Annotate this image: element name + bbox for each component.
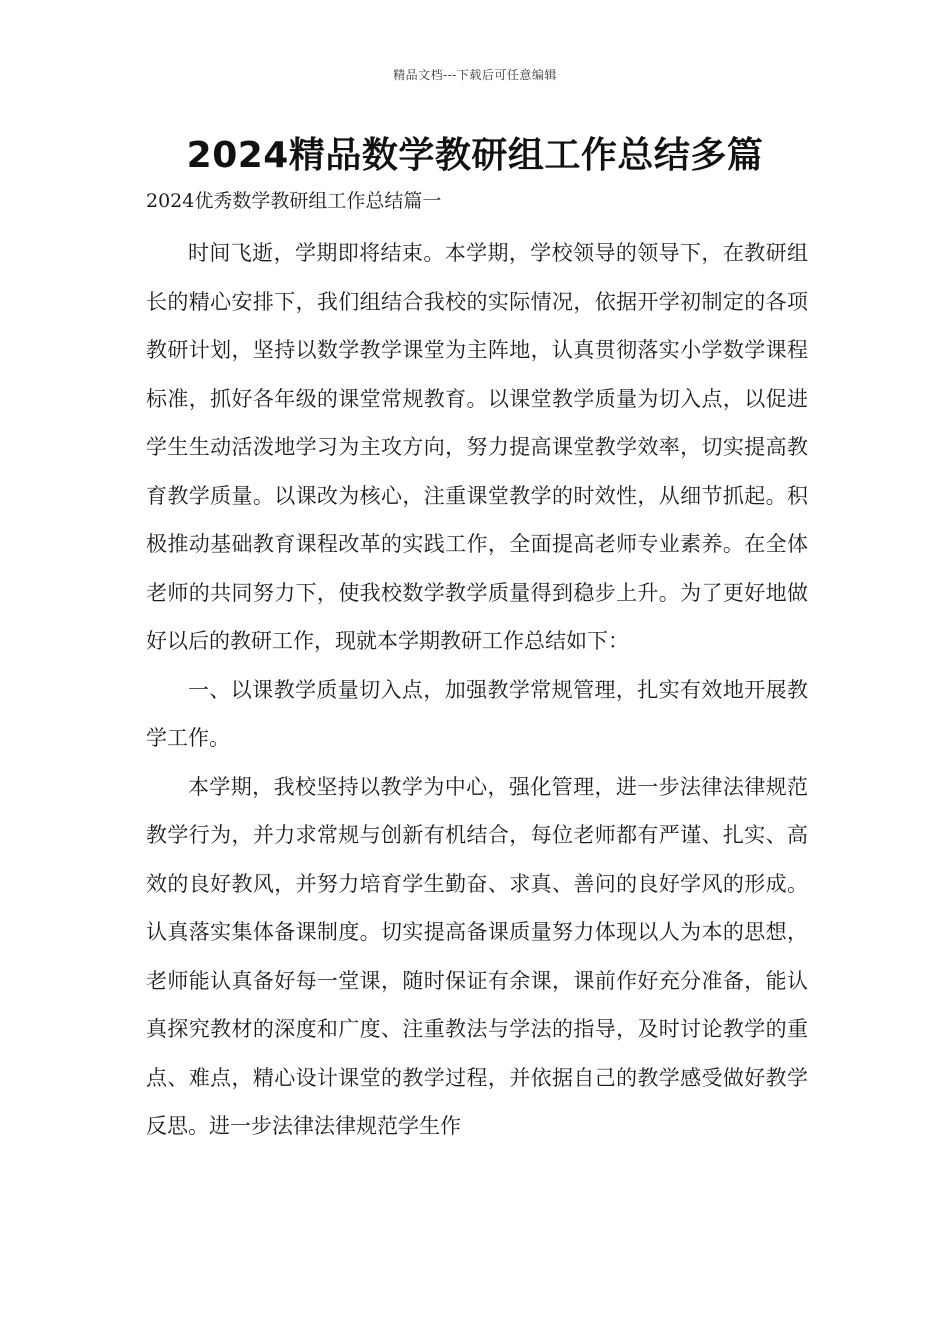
document-title: 2024精品数学教研组工作总结多篇 [186,135,764,176]
paragraph-teaching-management: 本学期，我校坚持以教学为中心，强化管理，进一步法律法律规范教学行为，并力求常规与创新有机结合，每位老师都有严谨、扎实、高效的良好教风，并努力培育学生勤奋、求真、善问的良好学风的形成。认真落实集体备课制度。切实提高备课质量努力体现以人为本的思想，老师能认真备好每一堂课，随时保证有余课，课前作好充分准备，能认真探究教材的深度和广度、注重教法与学法的指导，及时讨论教学的重点、难点，精心设计课堂的教学过程，并依据自己的教学感受做好教学反思。进一步法律法律规范学生作 [146,774,808,1138]
header-note: 精品文档---下载后可任意编辑 [393,68,557,82]
section-subtitle: 2024优秀数学教研组工作总结篇一 [146,190,442,212]
paragraph-intro: 时间飞逝，学期即将结束。本学期，学校领导的领导下，在教研组长的精心安排下，我们组结合我校的实际情况，依据开学初制定的各项教研计划，坚持以数学教学课堂为主阵地，认真贯彻落实小学数学课程标准，抓好各年级的课堂常规教育。以课堂教学质量为切入点，以促进学生生动活泼地学习为主攻方向，努力提高课堂教学效率，切实提高教育教学质量。以课改为核心，注重课堂教学的时效性，从细节抓起。积极推动基础教育课程改革的实践工作，全面提高老师专业素养。在全体老师的共同努力下，使我校数学教学质量得到稳步上升。为了更好地做好以后的教研工作，现就本学期教研工作总结如下： [146,241,808,653]
paragraph-section-heading-1: 一、以课教学质量切入点，加强教学常规管理，扎实有效地开展教学工作。 [146,677,808,750]
document-body [146,229,808,1151]
